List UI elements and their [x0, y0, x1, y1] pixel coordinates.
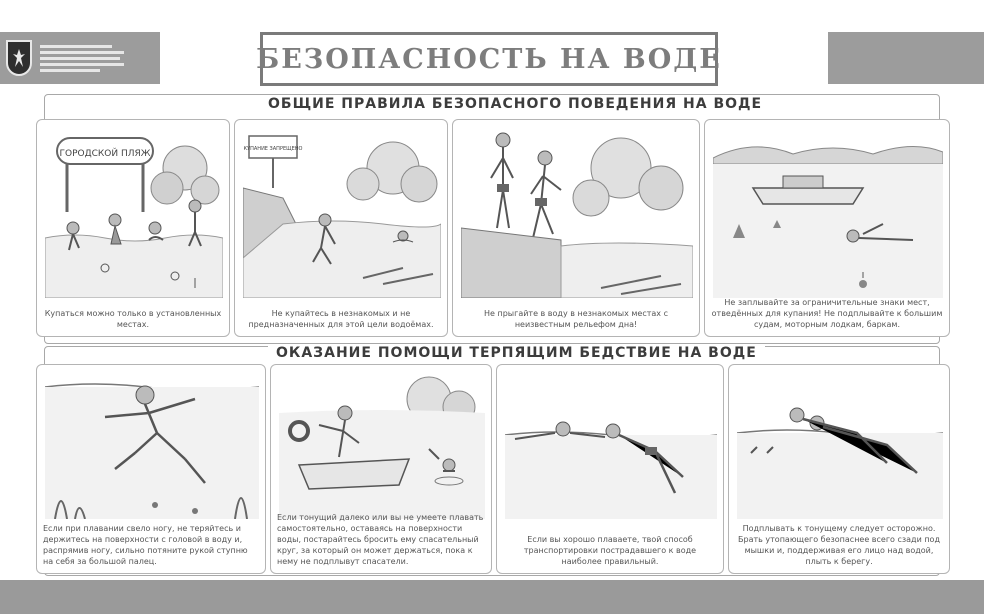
panel-forbidden-swimming — [234, 119, 448, 337]
panel-lifebuoy — [270, 364, 492, 574]
section-title-general: ОБЩИЕ ПРАВИЛА БЕЗОПАСНОГО ПОВЕДЕНИЯ НА ВОДЕ — [260, 96, 770, 112]
cramp-illustration — [45, 373, 259, 519]
page-title: БЕЗОПАСНОСТЬ НА ВОДЕ — [256, 43, 722, 75]
panel-caption: Если при плавании свело ногу, не теряйтесь и держитесь на поверхности с головой в воду и, распрямив ногу, сильно потяните рукой ступню на себя за большой палец. — [43, 524, 248, 566]
panel-beach — [36, 119, 230, 337]
beach-illustration — [45, 128, 223, 298]
beach-sign-text: ГОРОДСКОЙ ПЛЯЖ — [59, 149, 151, 159]
lifebuoy-illustration — [279, 373, 485, 519]
coat-of-arms-icon — [6, 40, 32, 76]
main-title-box — [256, 32, 722, 86]
forbidden-swim-illustration — [243, 128, 441, 298]
panel-caption: Подплывать к тонущему следует осторожно. Брать утопающего безопаснее всего сзади под мышки и, поддерживая его лицо над водой, плыть к берегу. — [738, 524, 940, 566]
rescue-approach-illustration — [737, 373, 943, 519]
panel-cramp — [36, 364, 266, 574]
panel-caption: Купаться можно только в установленных местах. — [44, 309, 222, 329]
diving-illustration — [461, 128, 693, 298]
panel-caption: Не купайтесь в незнакомых и не предназначенных для этой цели водоёмах. — [248, 309, 434, 329]
panel-rescue-approach — [728, 364, 950, 574]
header-emblem-bar — [0, 32, 160, 84]
panel-buoys-boats — [704, 119, 950, 337]
buoys-boats-illustration — [713, 128, 943, 298]
forbidden-sign-text: КУПАНИЕ ЗАПРЕЩЕНО — [243, 146, 303, 152]
panel-caption: Не заплывайте за ограничительные знаки мест, отведённых для купания! Не подплывайте к большим судам, моторным лодкам, баркам. — [711, 298, 943, 329]
panel-caption: Не прыгайте в воду в незнакомых местах с неизвестным рельефом дна! — [484, 309, 668, 329]
towing-illustration — [505, 373, 717, 519]
footer-bar — [0, 580, 984, 614]
header-right-bar — [828, 32, 984, 84]
panel-caption: Если вы хорошо плаваете, твой способ транспортировки пострадавшего к воде наиболее правильный. — [523, 535, 697, 566]
panel-caption: Если тонущий далеко или вы не умеете плавать самостоятельно, оставаясь на поверхности воды, постарайтесь бросить ему спасательный круг, за который он может держаться, пока к нему не подплывут спасатели. — [277, 513, 484, 566]
organization-name — [40, 45, 124, 72]
panel-diving — [452, 119, 700, 337]
panel-towing — [496, 364, 724, 574]
section-title-help: ОКАЗАНИЕ ПОМОЩИ ТЕРПЯЩИМ БЕДСТВИЕ НА ВОДЕ — [268, 345, 765, 361]
